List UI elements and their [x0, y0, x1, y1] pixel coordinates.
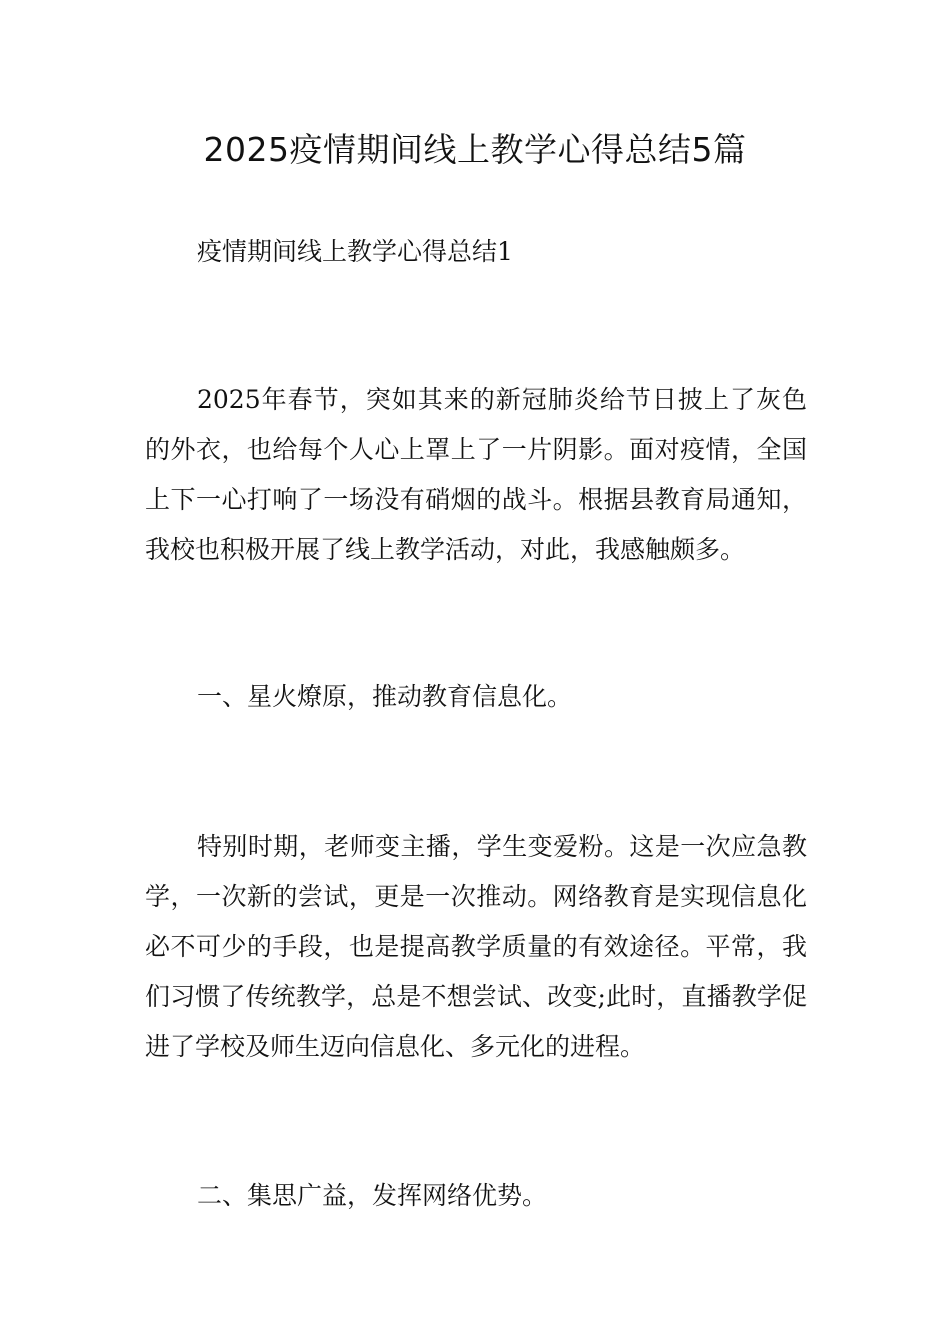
paragraph-intro: 2025年春节，突如其来的新冠肺炎给节日披上了灰色的外衣，也给每个人心上罩上了一片阴影。面对疫情，全国上下一心打响了一场没有硝烟的战斗。根据县教育局通知，我校也积极开展了线上教学活动，对此，我感触颇多。 — [145, 385, 807, 564]
paragraph-section-1: 特别时期，老师变主播，学生变爱粉。这是一次应急教学，一次新的尝试，更是一次推动。网络教育是实现信息化必不可少的手段，也是提高教学质量的有效途径。平常，我们习惯了传统教学，总是不想尝试、改变;此时，直播教学促进了学校及师生迈向信息化、多元化的进程。 — [145, 832, 807, 1061]
section-subtitle: 疫情期间线上教学心得总结1 — [197, 237, 513, 266]
document-title: 2025疫情期间线上教学心得总结5篇 — [203, 130, 747, 169]
section-heading-1: 一、星火燎原，推动教育信息化。 — [197, 682, 573, 711]
section-heading-2: 二、集思广益，发挥网络优势。 — [197, 1181, 548, 1210]
